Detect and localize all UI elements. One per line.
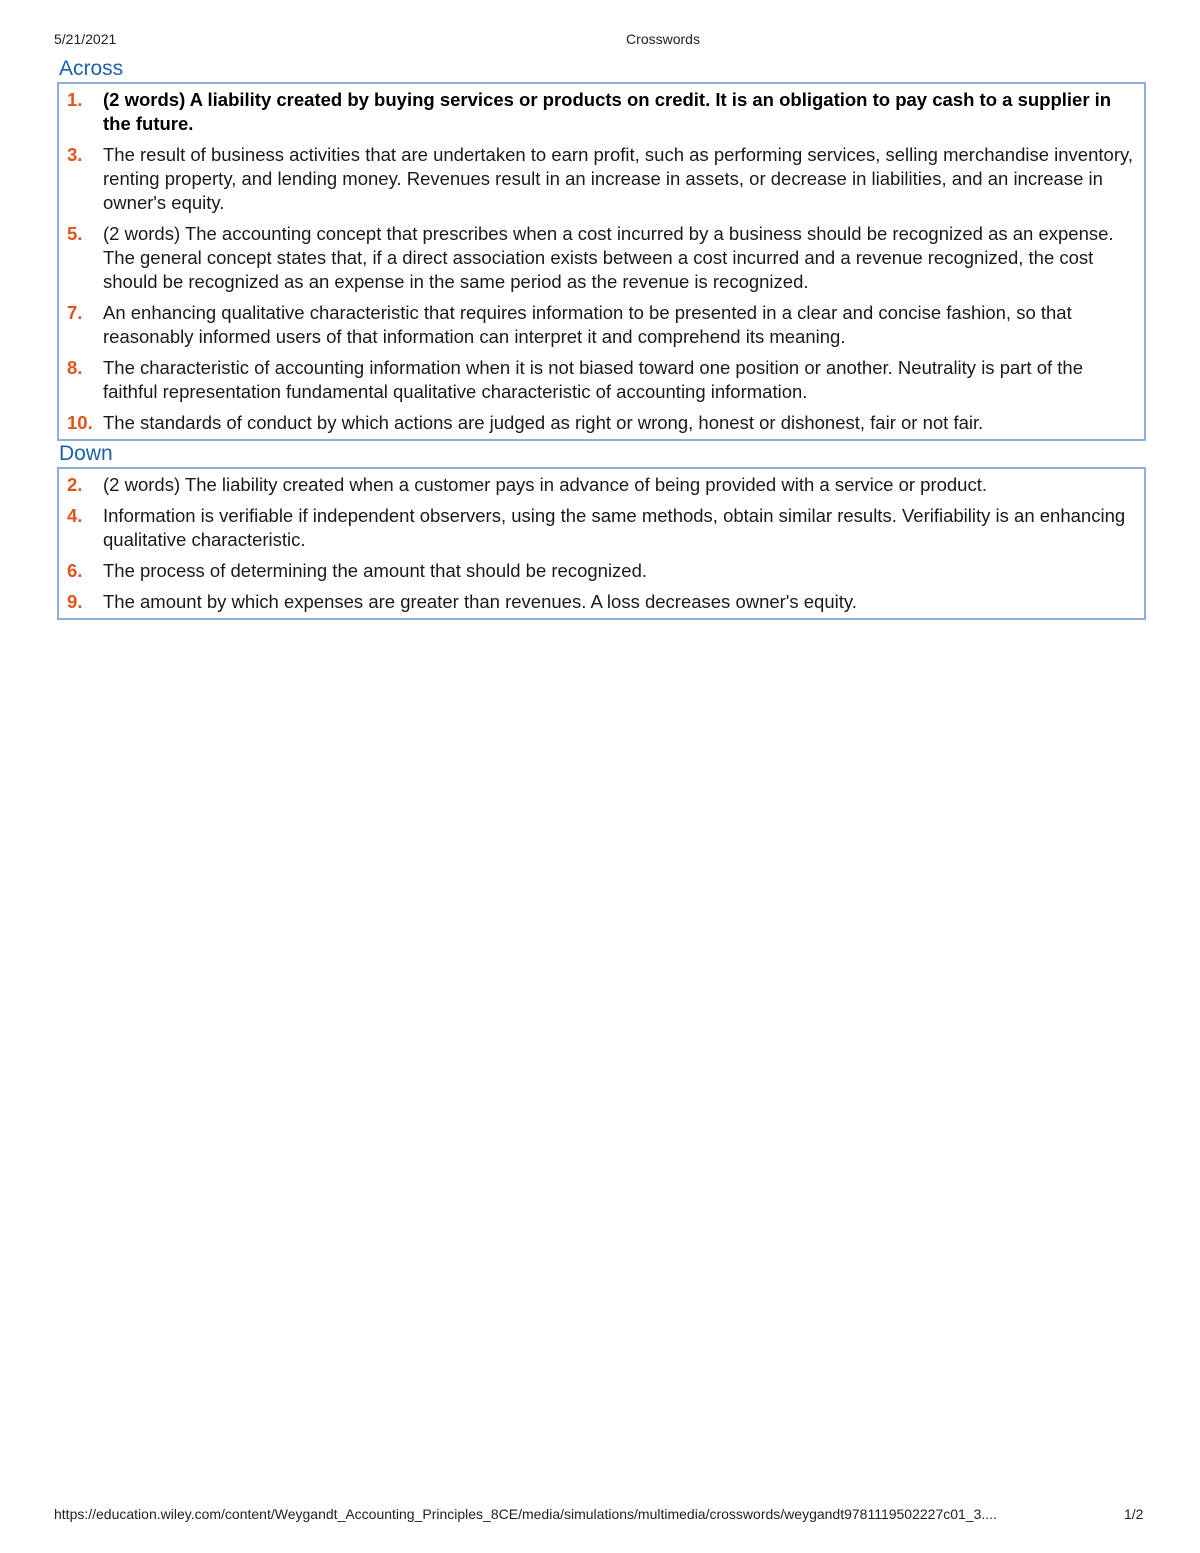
clue-number: 7. (67, 302, 83, 323)
print-footer-url: https://education.wiley.com/content/Weygandt_Accounting_Principles_8CE/media/simulations/multimedia/crosswords/weygandt9781119502227c01_3.... (54, 1506, 997, 1522)
clue-number: 6. (67, 560, 83, 581)
clue-text: (2 words) The liability created when a customer pays in advance of being provided with a service or product. (103, 474, 987, 495)
crossword-clues (57, 56, 1146, 620)
across-clue-5[interactable] (59, 219, 1144, 298)
down-clue-list (57, 467, 1146, 620)
clue-number: 2. (67, 474, 83, 495)
clue-number: 10. (67, 412, 93, 433)
across-clue-3[interactable] (59, 140, 1144, 219)
clue-text: The process of determining the amount that should be recognized. (103, 560, 648, 581)
across-clue-1[interactable] (59, 84, 1144, 140)
down-clue-6[interactable] (59, 556, 1144, 587)
down-clue-4[interactable] (59, 501, 1144, 556)
clue-text: The result of business activities that are undertaken to earn profit, such as performing services, selling merchandise inventory, renting property, and lending money. Revenues result in an increase in assets, or decrease in liabilities, and an increase in owner's equity. (103, 144, 1133, 213)
clue-number: 9. (67, 591, 83, 612)
clue-text: An enhancing qualitative characteristic that requires information to be presented in a clear and concise fashion, so that reasonably informed users of that information can interpret it and comprehend its meaning. (103, 302, 1072, 347)
clue-number: 5. (67, 223, 83, 244)
print-date: 5/21/2021 (54, 31, 117, 47)
across-heading: Across (59, 57, 124, 80)
across-clue-8[interactable] (59, 353, 1144, 408)
print-title: Crosswords (626, 31, 700, 47)
clue-text: The amount by which expenses are greater than revenues. A loss decreases owner's equity. (103, 591, 857, 612)
across-clue-list (57, 82, 1146, 441)
clue-text: (2 words) The accounting concept that prescribes when a cost incurred by a business should be recognized as an expense. The general concept states that, if a direct association exists between a cost incurred and a revenue recognized, the cost should be recognized as an expense in the same period as the revenue is recognized. (103, 223, 1114, 292)
print-page-number: 1/2 (1124, 1506, 1144, 1522)
down-clue-2[interactable] (59, 469, 1144, 501)
clue-text: The standards of conduct by which actions are judged as right or wrong, honest or dishonest, fair or not fair. (103, 412, 984, 433)
clue-text: The characteristic of accounting information when it is not biased toward one position or another. Neutrality is part of the faithful representation fundamental qualitative characteristic of accounting information. (103, 357, 1084, 402)
down-clue-9[interactable] (59, 587, 1144, 618)
clue-number: 3. (67, 144, 83, 165)
clue-number: 4. (67, 505, 83, 526)
clue-number: 1. (67, 89, 83, 110)
clue-text: (2 words) A liability created by buying services or products on credit. It is an obligation to pay cash to a supplier in the future. (103, 89, 1112, 134)
across-clue-7[interactable] (59, 298, 1144, 353)
clue-text: Information is verifiable if independent observers, using the same methods, obtain similar results. Verifiability is an enhancing qualitative characteristic. (103, 505, 1126, 550)
clue-number: 8. (67, 357, 83, 378)
down-heading: Down (59, 442, 113, 465)
across-clue-10[interactable] (59, 408, 1144, 439)
